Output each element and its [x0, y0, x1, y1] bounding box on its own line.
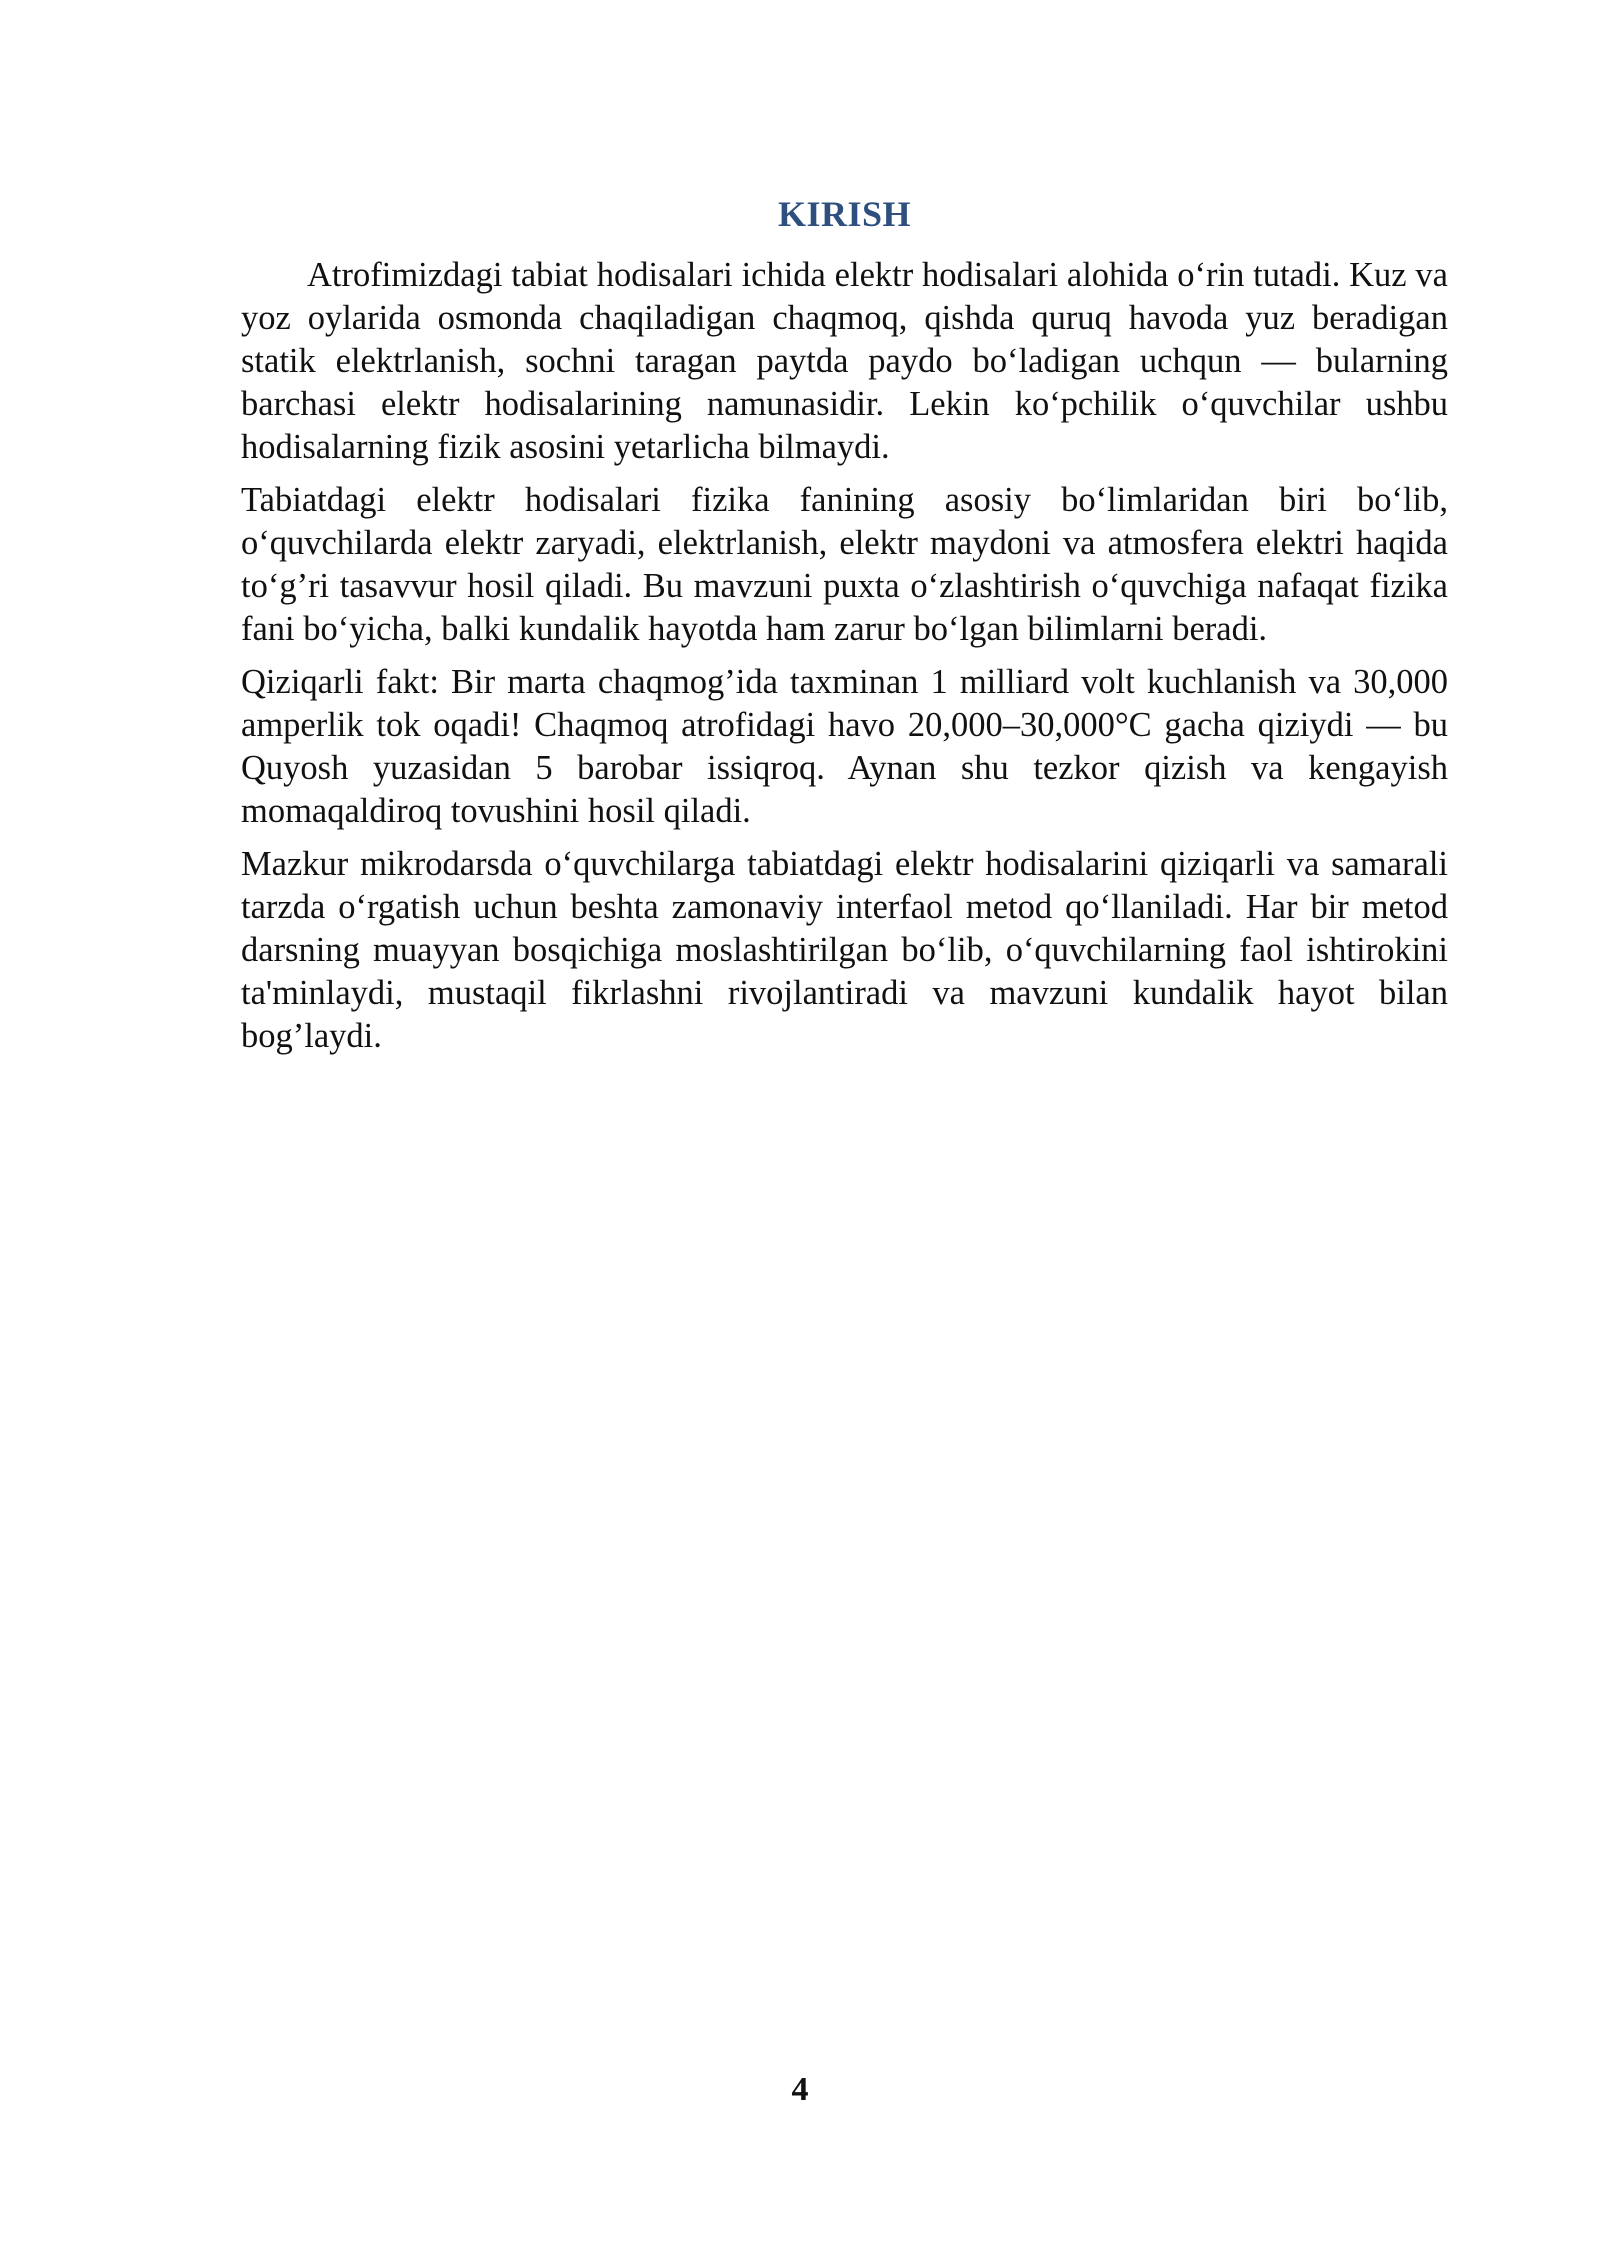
section-title: KIRISH [777, 194, 912, 234]
paragraph-intro: Atrofimizdagi tabiat hodisalari ichida elektr hodisalari alohida o‘rin tutadi. Kuz va yoz oylarida osmonda chaqiladigan chaqmoq, qishda quruq havoda yuz beradigan statik elektrlanish, sochni taragan paytda paydo bo‘ladigan uchqun — bularning barchasi elektr hodisalarining namunasidir. Lekin ko‘pchilik o‘quvchilar ushbu hodisalarning fizik asosini yetarlicha bilmaydi. [241, 256, 1448, 466]
page-number: 4 [791, 2071, 809, 2108]
paragraph-importance: Tabiatdagi elektr hodisalari fizika fanining asosiy bo‘limlaridan biri bo‘lib, o‘quvchilarda elektr zaryadi, elektrlanish, elektr maydoni va atmosfera elektri haqida to‘g’ri tasavvur hosil qiladi. Bu mavzuni puxta o‘zlashtirish o‘quvchiga nafaqat fizika fani bo‘yicha, balki kundalik hayotda ham zarur bo‘lgan bilimlarni beradi. [241, 481, 1448, 648]
paragraph-methods: Mazkur mikrodarsda o‘quvchilarga tabiatdagi elektr hodisalarini qiziqarli va samarali tarzda o‘rgatish uchun beshta zamonaviy interfaol metod qo‘llaniladi. Har bir metod darsning muayyan bosqichiga moslashtirilgan bo‘lib, o‘quvchilarning faol ishtirokini ta'minlaydi, mustaqil fikrlashni rivojlantiradi va mavzuni kundalik hayot bilan bog’laydi. [241, 845, 1448, 1055]
page-content [241, 190, 1448, 1068]
paragraph-fun-fact: Qiziqarli fakt: Bir marta chaqmog’ida taxminan 1 milliard volt kuchlanish va 30,000 amperlik tok oqadi! Chaqmoq atrofidagi havo 20,000–30,000°C gacha qiziydi — bu Quyosh yuzasidan 5 barobar issiqroq. Aynan shu tezkor qizish va kengayish momaqaldiroq tovushini hosil qiladi. [241, 663, 1448, 830]
